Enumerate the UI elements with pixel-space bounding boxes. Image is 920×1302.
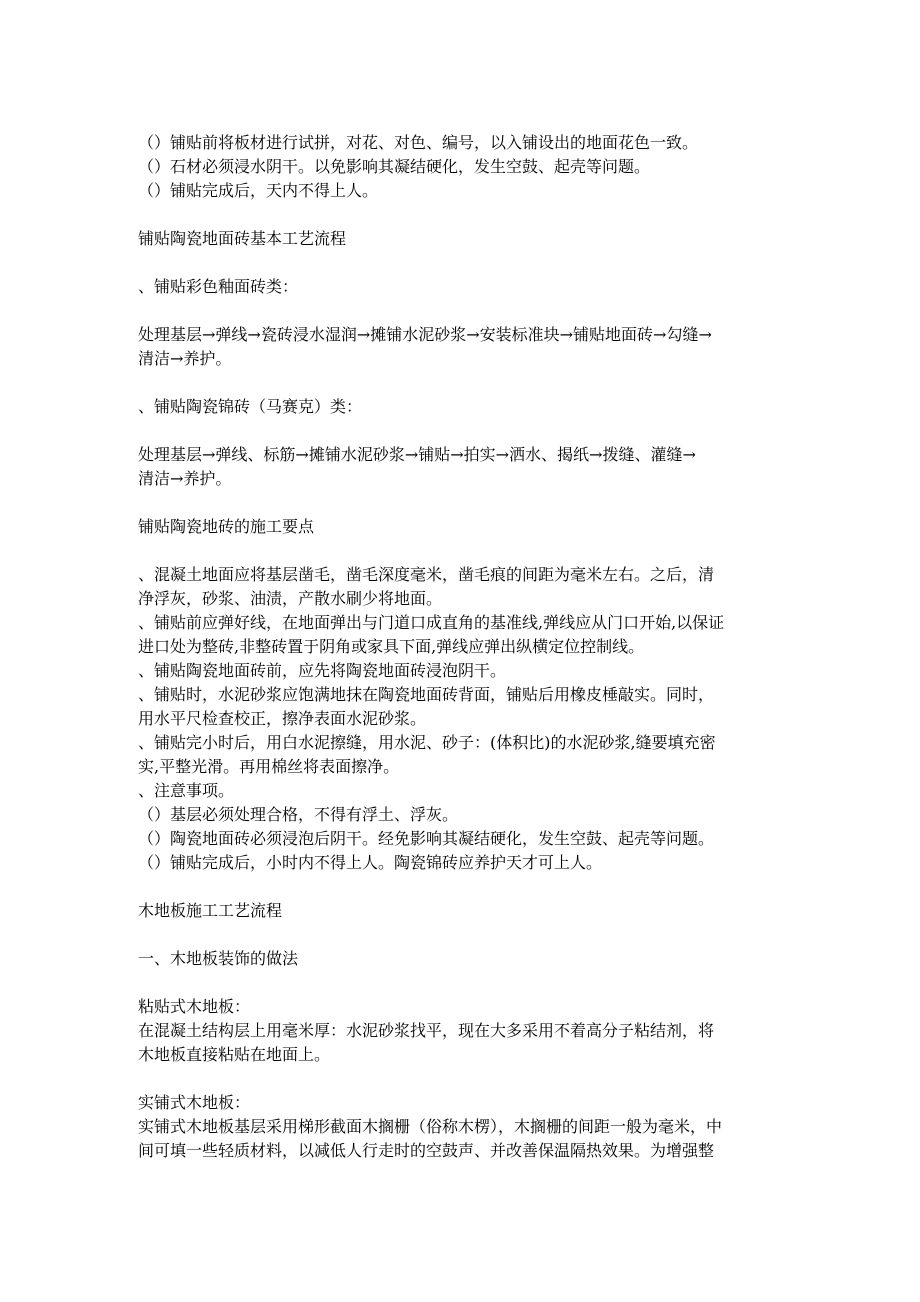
text-line: 处理基层→弹线→瓷砖浸水湿润→摊铺水泥砂浆→安装标准块→铺贴地面砖→勾缝→ <box>138 325 712 344</box>
paragraph-gap <box>138 923 788 947</box>
text-line: 一、木地板装饰的做法 <box>138 949 299 968</box>
text-line: 清洁→养护。 <box>138 349 232 368</box>
text-line: 、铺贴时，水泥砂浆应饱满地抹在陶瓷地面砖背面，铺贴后用橡皮棰敲实。同时， <box>138 685 715 704</box>
text-line: （）石材必须浸水阴干。以免影响其凝结硬化，发生空鼓、起壳等问题。 <box>138 157 651 176</box>
text-line: 、铺贴前应弹好线，在地面弹出与门道口成直角的基准线,弹线应从门口开始,以保证 <box>138 613 725 632</box>
text-line: 、铺贴完小时后，用白水泥擦缝，用水泥、砂子：(体积比)的水泥砂浆,缝要填充密 <box>138 733 716 752</box>
text-line: 清洁→养护。 <box>138 469 232 488</box>
text-line: 木地板直接粘贴在地面上。 <box>138 1045 331 1064</box>
text-line: 在混凝土结构层上用毫米厚：水泥砂浆找平，现在大多采用不着高分子粘结剂，将 <box>138 1021 715 1040</box>
text-line: 用水平尺检查校正，擦净表面水泥砂浆。 <box>138 709 427 728</box>
text-line: 处理基层→弹线、标筋→摊铺水泥砂浆→铺贴→拍实→洒水、揭纸→拨缝、灌缝→ <box>138 445 696 464</box>
text-line: 铺贴陶瓷地面砖基本工艺流程 <box>138 229 347 248</box>
text-line: （）铺贴完成后，小时内不得上人。陶瓷锦砖应养护天才可上人。 <box>138 853 603 872</box>
text-line: 净浮灰，砂浆、油渍，产散水刷少将地面。 <box>138 589 443 608</box>
text-line: 、混凝土地面应将基层凿毛，凿毛深度毫米，凿毛痕的间距为毫米左右。之后，清 <box>138 565 715 584</box>
paragraph-gap <box>138 251 788 275</box>
text-line: （）铺贴完成后，天内不得上人。 <box>138 181 379 200</box>
paragraph-gap <box>138 971 788 995</box>
text-line: 进口处为整砖,非整砖置于阴角或家具下面,弹线应弹出纵横定位控制线。 <box>138 637 645 656</box>
text-line: 、注意事项。 <box>138 781 235 800</box>
text-line: （）基层必须处理合格，不得有浮土、浮灰。 <box>138 805 459 824</box>
paragraph-gap <box>138 299 788 323</box>
paragraph-gap <box>138 539 788 563</box>
paragraph-gap <box>138 371 788 395</box>
text-line: 实,平整光滑。再用棉丝将表面擦净。 <box>138 757 400 776</box>
text-line: 木地板施工工艺流程 <box>138 901 283 920</box>
document-body <box>138 131 788 1163</box>
text-line: （）铺贴前将板材进行试拼，对花、对色、编号，以入铺设出的地面花色一致。 <box>138 133 699 152</box>
text-line: 间可填一些轻质材料，以减低人行走时的空鼓声、并改善保温隔热效果。为增强整 <box>138 1141 715 1160</box>
paragraph-gap <box>138 203 788 227</box>
text-line: 、铺贴彩色釉面砖类： <box>138 277 299 296</box>
paragraph-gap <box>138 419 788 443</box>
text-line: 铺贴陶瓷地砖的施工要点 <box>138 517 315 536</box>
text-line: 实铺式木地板： <box>138 1093 251 1112</box>
text-line: 、铺贴陶瓷锦砖（马赛克）类： <box>138 397 363 416</box>
paragraph-gap <box>138 875 788 899</box>
text-line: 、铺贴陶瓷地面砖前，应先将陶瓷地面砖浸泡阴干。 <box>138 661 507 680</box>
text-line: 实铺式木地板基层采用梯形截面木搁栅（俗称木楞），木搁栅的间距一般为毫米，中 <box>138 1117 723 1136</box>
paragraph-gap <box>138 491 788 515</box>
text-line: （）陶瓷地面砖必须浸泡后阴干。经免影响其凝结硬化，发生空鼓、起壳等问题。 <box>138 829 715 848</box>
paragraph-gap <box>138 1067 788 1091</box>
text-line: 粘贴式木地板： <box>138 997 251 1016</box>
